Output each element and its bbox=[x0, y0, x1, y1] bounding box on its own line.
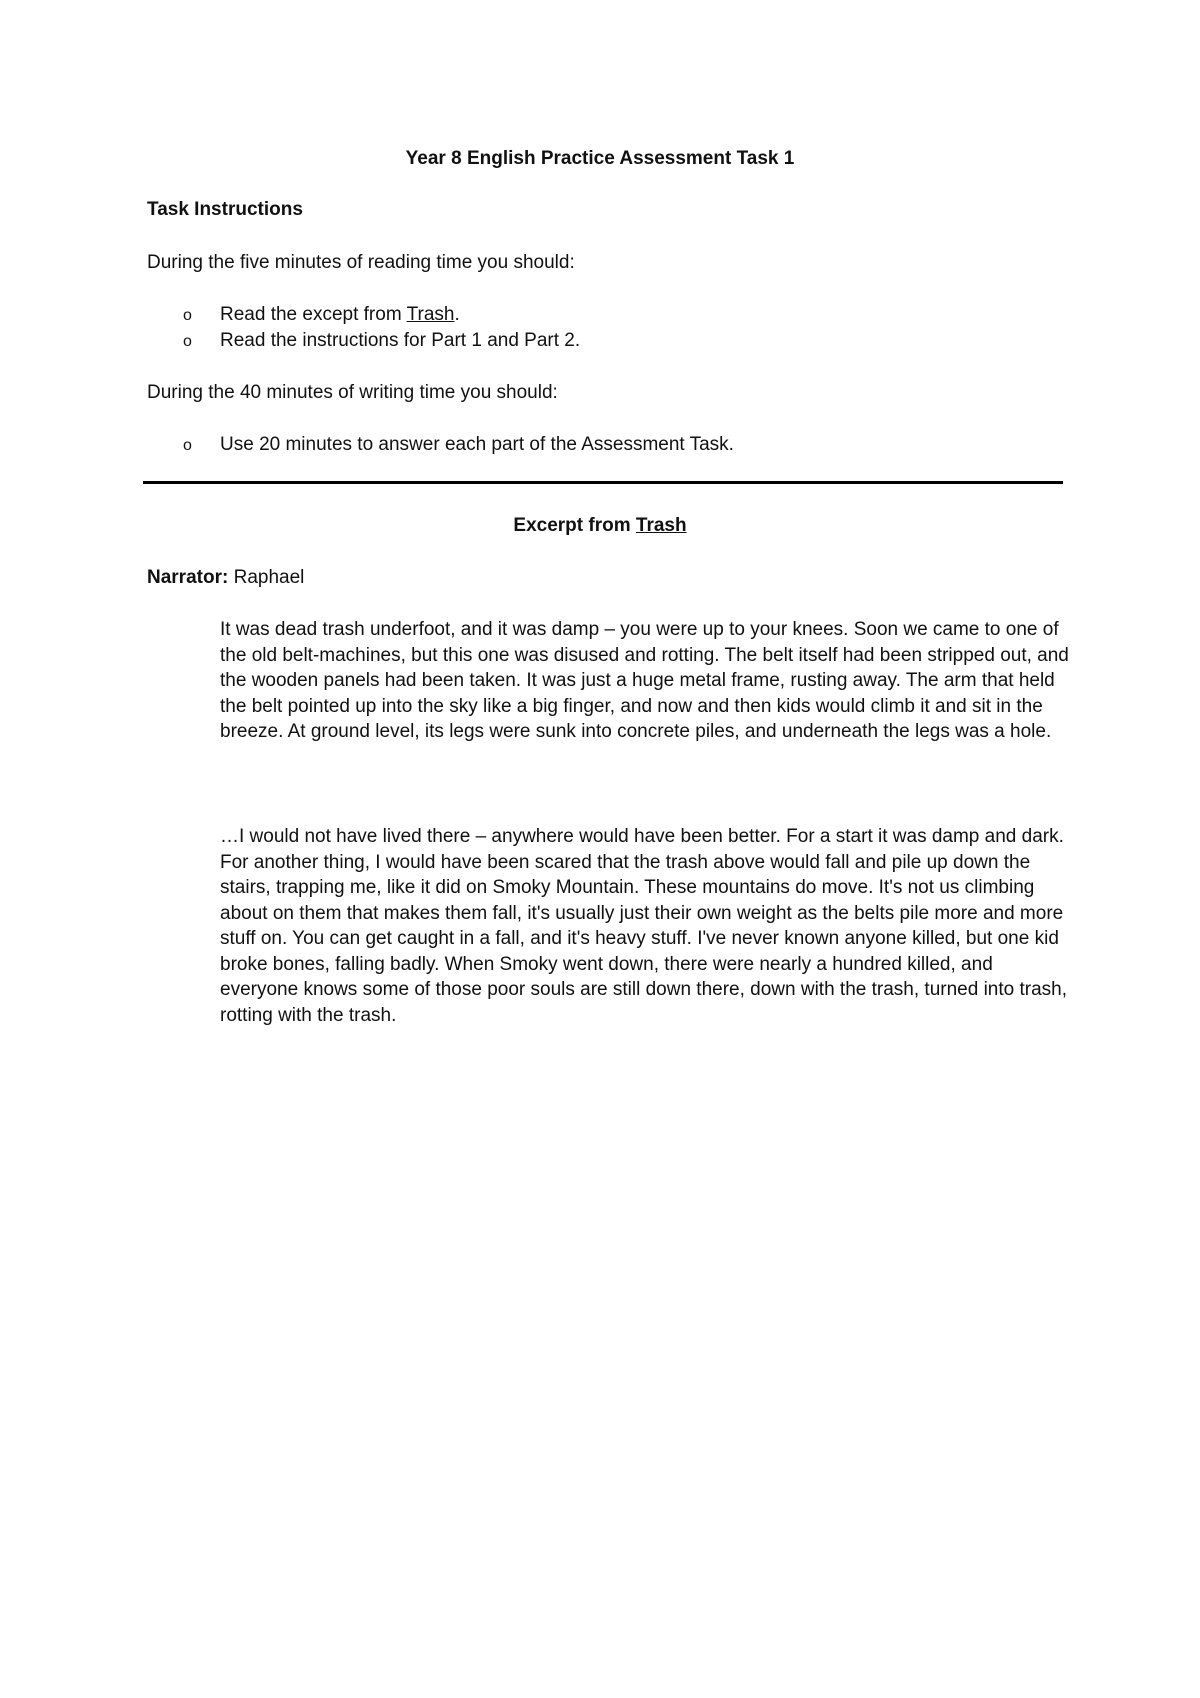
reading-item-1 bbox=[183, 302, 460, 328]
narrator-label: Narrator: bbox=[147, 567, 229, 588]
bullet-icon: o bbox=[183, 437, 192, 454]
excerpt-paragraph-2: …I would not have lived there – anywhere would have been better. For a start it was damp and dark. For another thing, I would have been scared that the trash above would fall and pile up down the stairs, trapping me, like it did on Smoky Mountain. These mountains do move. It's not us climbing about on them that makes them fall, it's usually just their own weight as the belts pile more and more stuff on. You can get caught in a fall, and it's heavy stuff. I've never known anyone killed, but one kid broke bones, falling badly. When Smoky went down, there were nearly a hundred killed, and everyone knows some of those poor souls are still down there, down with the trash, turned into trash, rotting with the trash. bbox=[220, 826, 1068, 1026]
excerpt-heading bbox=[0, 513, 1200, 538]
task-instructions-heading: Task Instructions bbox=[147, 199, 303, 220]
excerpt-paragraph-1: It was dead trash underfoot, and it was damp – you were up to your knees. Soon we came to one of the old belt-machines, but this one was disused and rotting. The belt itself had been stripped out, and the wooden panels had been taken. It was just a huge metal frame, rusting away. The arm that held the belt pointed up into the sky like a big finger, and now and then kids would climb it and sit in the breeze. At ground level, its legs were sunk into concrete piles, and underneath the legs was a hole. bbox=[220, 619, 1069, 742]
writing-time-intro: During the 40 minutes of writing time you should: bbox=[147, 382, 558, 403]
trash-title-reference: Trash bbox=[406, 304, 455, 325]
writing-item-1 bbox=[183, 432, 734, 458]
writing-item-1-text: Use 20 minutes to answer each part of the Assessment Task. bbox=[220, 434, 734, 455]
narrator-line bbox=[147, 565, 304, 590]
bullet-icon: o bbox=[183, 307, 192, 324]
excerpt-heading-title: Trash bbox=[635, 515, 687, 536]
reading-item-2-text: Read the instructions for Part 1 and Part 2. bbox=[220, 330, 581, 351]
reading-item-1-text bbox=[220, 302, 460, 327]
narrator-name: Raphael bbox=[228, 567, 305, 588]
reading-item-2 bbox=[183, 328, 580, 354]
reading-item-1-suffix: . bbox=[454, 304, 460, 325]
excerpt-heading-prefix: Excerpt from bbox=[513, 515, 636, 536]
reading-time-intro: During the five minutes of reading time you should: bbox=[147, 252, 575, 273]
reading-item-1-prefix: Read the except from bbox=[220, 304, 407, 325]
bullet-icon: o bbox=[183, 333, 192, 350]
document-title: Year 8 English Practice Assessment Task 1 bbox=[405, 148, 795, 169]
section-divider bbox=[143, 481, 1063, 484]
